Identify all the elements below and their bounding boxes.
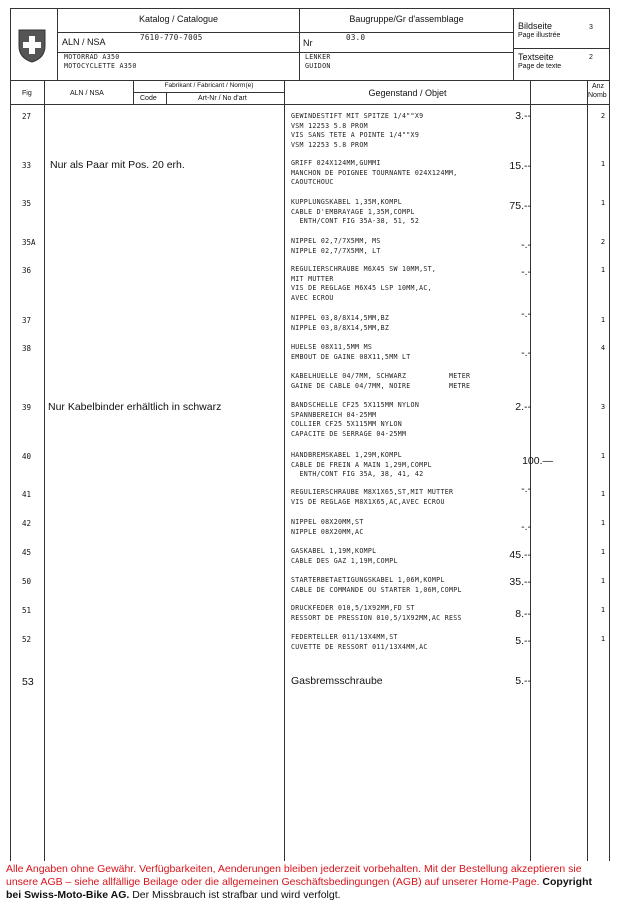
footer-tail: Der Missbrauch ist strafbar und wird verfolgt. <box>132 889 341 901</box>
col-art-nr: Art-Nr / No d'art <box>198 95 247 102</box>
bildseite-sub: Page illustrée <box>518 32 561 39</box>
row-fig: 50 <box>22 577 32 586</box>
row-quantity: 1 <box>600 635 606 643</box>
row-price: -.- <box>521 347 531 359</box>
row-quantity: 1 <box>600 490 606 498</box>
row-quantity: 1 <box>600 519 606 527</box>
row-description: NIPPEL 02,7/7X5MM, MS NIPPLE 02,7/7X5MM, LT <box>291 237 381 255</box>
row-price: 8.-- <box>515 608 531 620</box>
row-fig: 41 <box>22 490 32 499</box>
row-price: -.- <box>521 308 531 320</box>
row-description: BANDSCHELLE CF25 5X115MM NYLON SPANNBEREICH 04-25MM COLLIER CF25 5X115MM NYLON CAPACITE DE SERRAGE 04-25MM <box>291 401 420 438</box>
row-fig: 35A <box>22 238 36 247</box>
bildseite-value: 3 <box>589 24 593 31</box>
row-fig: 40 <box>22 452 32 461</box>
catalog-label: Katalog / Catalogue <box>138 14 219 24</box>
row-note: Nur Kabelbinder erhältlich in schwarz <box>48 401 222 413</box>
row-quantity: 1 <box>600 160 606 168</box>
row-fig: 35 <box>22 199 32 208</box>
row-price: -.- <box>521 239 531 251</box>
row-fig: 51 <box>22 606 32 615</box>
row-price: -.- <box>521 483 531 495</box>
textseite-sub: Page de texte <box>518 63 562 70</box>
row-description: GRIFF 024X124MM,GUMMI MANCHON DE POIGNEE TOURNANTE 024X124MM, CAOUTCHOUC <box>291 159 458 187</box>
row-description: HUELSE 08X11,5MM MS EMBOUT DE GAINE 08X11,5MM LT <box>291 343 411 361</box>
textseite-value: 2 <box>589 54 593 61</box>
row-description: NIPPEL 08X20MM,ST NIPPLE 08X20MM,AC <box>291 518 364 536</box>
row-fig: 39 <box>22 403 32 412</box>
group-label: Baugruppe/Gr d'assemblage <box>349 14 464 24</box>
col-fig: Fig <box>22 90 32 97</box>
row-quantity: 1 <box>600 577 606 585</box>
row-description: Gasbremsschraube <box>291 675 383 687</box>
col-gegenstand: Gegenstand / Objet <box>368 88 447 98</box>
col-fabrikant: Fabrikant / Fabricant / Norm(e) <box>164 82 254 89</box>
row-description: KUPPLUNGSKABEL 1,35M,KOMPL CABLE D'EMBRAYAGE 1,35M,COMPL ENTH/CONT FIG 35A-38, 51, 52 <box>291 198 420 226</box>
bildseite-label: Bildseite <box>518 21 553 31</box>
row-fig: 27 <box>22 112 32 121</box>
row-quantity: 1 <box>600 199 606 207</box>
col-code: Code <box>140 95 157 102</box>
group-fr: GUIDON <box>305 62 331 70</box>
row-description: GASKABEL 1,19M,KOMPL CABLE DES GAZ 1,19M,COMPL <box>291 547 398 565</box>
textseite-label: Textseite <box>518 52 554 62</box>
row-price: 5.-- <box>515 675 531 687</box>
row-description: NIPPEL 03,8/8X14,5MM,BZ NIPPLE 03,8/8X14,5MM,BZ <box>291 314 390 332</box>
row-price: 75.-- <box>509 200 531 212</box>
row-description: GEWINDESTIFT MIT SPITZE 1/4""X9 VSM 12253 5.8 PROM VIS SANS TETE A POINTE 1/4""X9 VSM 12253 5.8 PROM <box>291 112 424 149</box>
swiss-cross-icon <box>16 28 48 64</box>
col-nomb: Nomb <box>588 92 607 99</box>
row-description: DRUCKFEDER 010,5/1X92MM,FD ST RESSORT DE PRESSION 010,5/1X92MM,AC RESS <box>291 604 462 622</box>
model-fr: MOTOCYCLETTE A350 <box>64 62 137 70</box>
row-description: HANDBREMSKABEL 1,29M,KOMPL CABLE DE FREIN A MAIN 1,29M,COMPL ENTH/CONT FIG 35A, 38, 41, 42 <box>291 451 432 479</box>
row-note: Nur als Paar mit Pos. 20 erh. <box>50 159 185 171</box>
row-price: 5.-- <box>515 635 531 647</box>
row-description: REGULIERSCHRAUBE M8X1X65,ST,MIT MUTTER VIS DE REGLAGE M8X1X65,AC,AVEC ECROU <box>291 488 454 506</box>
row-quantity: 1 <box>600 606 606 614</box>
row-quantity: 4 <box>600 344 606 352</box>
footer-copyright: Copyright bei Swiss-Moto-Bike AG. <box>6 876 592 901</box>
row-price: 100.— <box>522 455 553 467</box>
row-fig: 52 <box>22 635 32 644</box>
aln-label: ALN / NSA <box>62 37 106 47</box>
footer-disclaimer <box>6 863 606 902</box>
group-de: LENKER <box>305 53 331 61</box>
row-quantity: 1 <box>600 316 606 324</box>
row-price: 35.-- <box>509 576 531 588</box>
row-quantity: 3 <box>600 403 606 411</box>
row-fig: 36 <box>22 266 32 275</box>
row-quantity: 1 <box>600 452 606 460</box>
row-price: -.- <box>521 266 531 278</box>
row-description: REGULIERSCHRAUBE M6X45 SW 10MM,ST, MIT MUTTER VIS DE REGLAGE M6X45 LSP 10MM,AC, AVEC ECROU <box>291 265 437 302</box>
row-price: 3.-- <box>515 110 531 122</box>
nr-value: 03.0 <box>346 33 366 42</box>
row-description: FEDERTELLER 011/13X4MM,ST CUVETTE DE RESSORT 011/13X4MM,AC <box>291 633 428 651</box>
row-quantity: 2 <box>600 238 606 246</box>
footer-red-text: Alle Angaben ohne Gewähr. Verfügbarkeiten, Aenderungen bleiben jederzeit vorbehalten. Mit der Bestellung akzeptieren sie unsere AGB – siehe allfällige Beilage oder die allgemeinen Geschäftsbedingungen (AGB) auf unserer Home-Page. <box>6 863 582 888</box>
aln-value: 7610-770-7005 <box>140 33 203 42</box>
col-anz: Anz <box>592 83 605 90</box>
row-fig: 33 <box>22 161 32 170</box>
row-fig: 42 <box>22 519 32 528</box>
row-quantity: 2 <box>600 112 606 120</box>
row-price: 45.-- <box>509 549 531 561</box>
row-description: KABELHUELLE 04/7MM, SCHWARZ METER GAINE DE CABLE 04/7MM, NOIRE METRE <box>291 372 471 390</box>
row-price: 2.-- <box>515 401 531 413</box>
row-fig: 37 <box>22 316 32 325</box>
col-aln: ALN / NSA <box>70 90 104 97</box>
row-price: 15.-- <box>509 160 531 172</box>
row-quantity: 1 <box>600 266 606 274</box>
row-price: -.- <box>521 521 531 533</box>
row-description: STARTERBETAETIGUNGSKABEL 1,06M,KOMPL CABLE DE COMMANDE OU STARTER 1,06M,COMPL <box>291 576 462 594</box>
row-quantity: 1 <box>600 548 606 556</box>
row-fig: 45 <box>22 548 32 557</box>
row-fig: 53 <box>22 676 34 688</box>
nr-label: Nr <box>303 38 313 48</box>
row-fig: 38 <box>22 344 32 353</box>
model-de: MOTORRAD A350 <box>64 53 120 61</box>
